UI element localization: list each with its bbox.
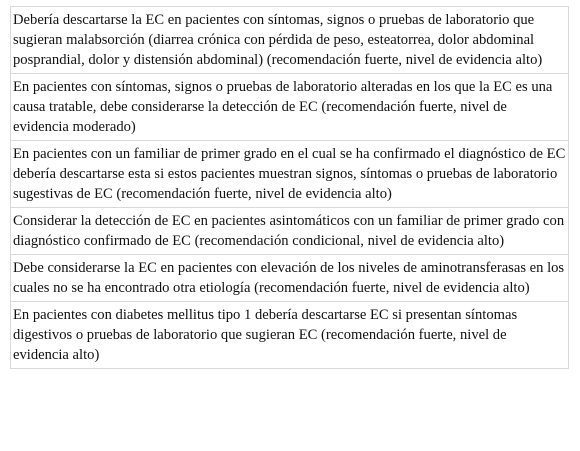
recommendation-cell: Debería descartarse la EC en pacientes con síntomas, signos o pruebas de laboratorio que sugieran malabsorción (diarrea crónica con pérdida de peso, esteatorrea, dolor abdominal posprandial, dolor y distensión abdominal) (recomendación fuerte, nivel de evidencia alto) <box>11 7 569 74</box>
table-row <box>11 74 569 141</box>
table-row <box>11 7 569 74</box>
recommendation-cell: Debe considerarse la EC en pacientes con elevación de los niveles de aminotransferasas en los cuales no se ha encontrado otra etiología (recomendación fuerte, nivel de evidencia alto) <box>11 255 569 302</box>
recommendations-table <box>10 6 569 369</box>
table-row <box>11 208 569 255</box>
table-row <box>11 141 569 208</box>
table-row <box>11 255 569 302</box>
table-row <box>11 302 569 369</box>
recommendation-cell: En pacientes con un familiar de primer grado en el cual se ha confirmado el diagnóstico de EC debería descartarse esta si estos pacientes muestran signos, síntomas o pruebas de laboratorio sugestivas de EC (recomendación fuerte, nivel de evidencia alto) <box>11 141 569 208</box>
recommendation-cell: En pacientes con síntomas, signos o pruebas de laboratorio alteradas en los que la EC es una causa tratable, debe considerarse la detección de EC (recomendación fuerte, nivel de evidencia moderado) <box>11 74 569 141</box>
recommendation-cell: En pacientes con diabetes mellitus tipo 1 debería descartarse EC si presentan síntomas digestivos o pruebas de laboratorio que sugieran EC (recomendación fuerte, nivel de evidencia alto) <box>11 302 569 369</box>
recommendation-cell: Considerar la detección de EC en pacientes asintomáticos con un familiar de primer grado con diagnóstico confirmado de EC (recomendación condicional, nivel de evidencia alto) <box>11 208 569 255</box>
